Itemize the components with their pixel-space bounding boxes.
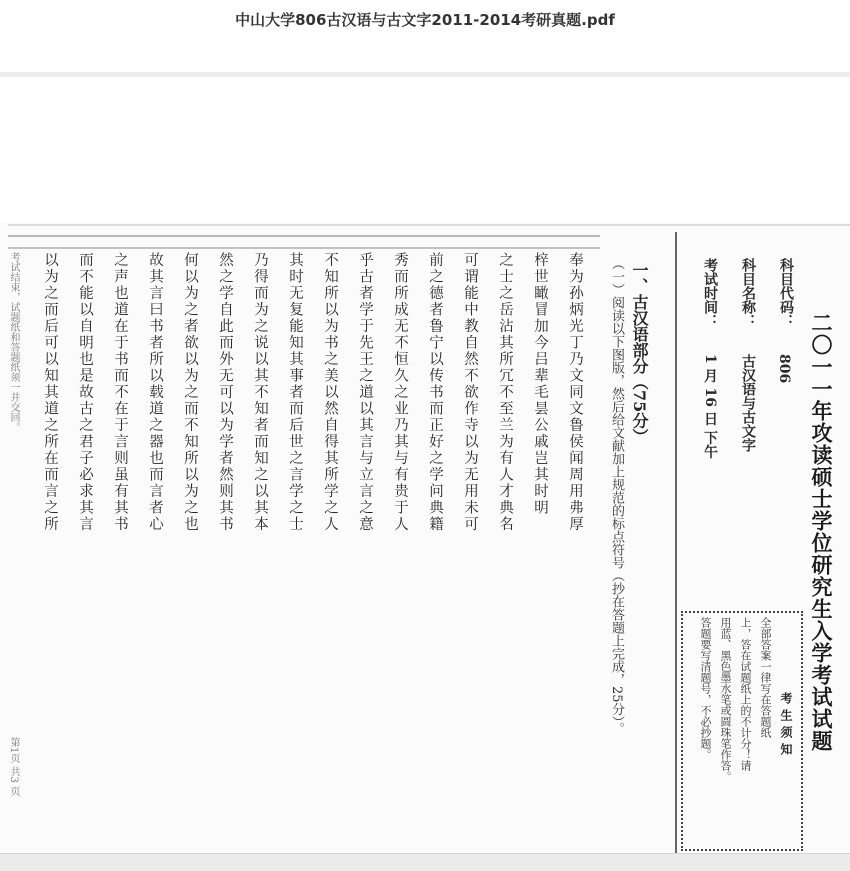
passage-column: 之声也道在于书而不在于言则虽有其书 (112, 252, 128, 533)
document-title-bar (0, 0, 850, 77)
passage-column: 何以为之者欲以为之而不知所以为之也 (182, 252, 198, 533)
passage-column: 之士之岳沾其所冗不至兰为有人才典名 (497, 252, 513, 533)
passage-column: 其时无复能知其事者而后世之言学之士 (287, 252, 303, 533)
passage-column: 可谓能中教自然不欲作寺以为无用未可 (462, 252, 478, 533)
notice-line: 答题要写清题号，不必抄题。 (699, 617, 712, 760)
section-title: 一、古汉语部分（75分） (630, 262, 649, 445)
passage-column: 不知所以为书之美以然自得其所学之人 (322, 252, 338, 533)
exam-title: 二〇一一年攻读硕士学位研究生入学考试试题 (809, 312, 834, 752)
passage-column: 然之学自此而外无可以为学者然则其书 (217, 252, 233, 533)
document-title: 中山大学806古汉语与古文字2011-2014考研真题.pdf (235, 11, 615, 29)
passage-column: 前之德者鲁宁以传书而正好之学问典籍 (427, 252, 443, 533)
notice-title: 考生须知 (779, 692, 793, 760)
subject-name-label: 科目名称： (740, 258, 756, 328)
section-instruction: （一）阅读以下图版，然后给文献加上规范的标点符号（抄在答题上完成，25分）。 (609, 257, 624, 736)
passage-column: 乃得而为之说以其不知者而知之以其本 (252, 252, 268, 533)
passage-column: 故其言曰书者所以载道之器也而言者心 (147, 252, 163, 533)
passage-column: 奉为孙炳光丁乃文同文鲁侯闻周用弗厚 (567, 252, 583, 533)
passage-column: 以为之而后可以知其道之所在而言之所 (42, 252, 58, 533)
notice-line: 用蓝、黑色墨水笔或圆珠笔作答。 (719, 617, 732, 782)
exam-time-value: 1 月 16 日 下午 (702, 354, 718, 459)
viewer-bottom-bar (0, 853, 850, 871)
notice-line: 全部答案一律写在答题纸 (759, 617, 772, 738)
subject-code-label: 科目代码： (778, 258, 794, 328)
page-number: 第1页 共3 页 (8, 737, 19, 797)
subject-code-value: 806 (776, 354, 792, 384)
page-footnote: 考试结束，试题纸和答题纸须一并交回。 (8, 252, 19, 432)
passage-column: 而不能以自明也是故古之君子必求其言 (77, 252, 93, 533)
exam-time-label: 考试时间： (702, 258, 718, 328)
notice-line: 上，答在试题纸上的不计分！请 (739, 617, 752, 771)
scanned-exam-page (0, 222, 850, 853)
passage-column: 秀而所成无不恒久之业乃其与有贵于人 (392, 252, 408, 533)
subject-name-value: 古汉语与古文字 (740, 354, 756, 452)
passage-column: 乎古者学于先王之道以其言与立言之意 (357, 252, 373, 533)
passage-column: 梓世瞰冒加今吕辈毛昙公戚岂其时明 (532, 252, 548, 516)
